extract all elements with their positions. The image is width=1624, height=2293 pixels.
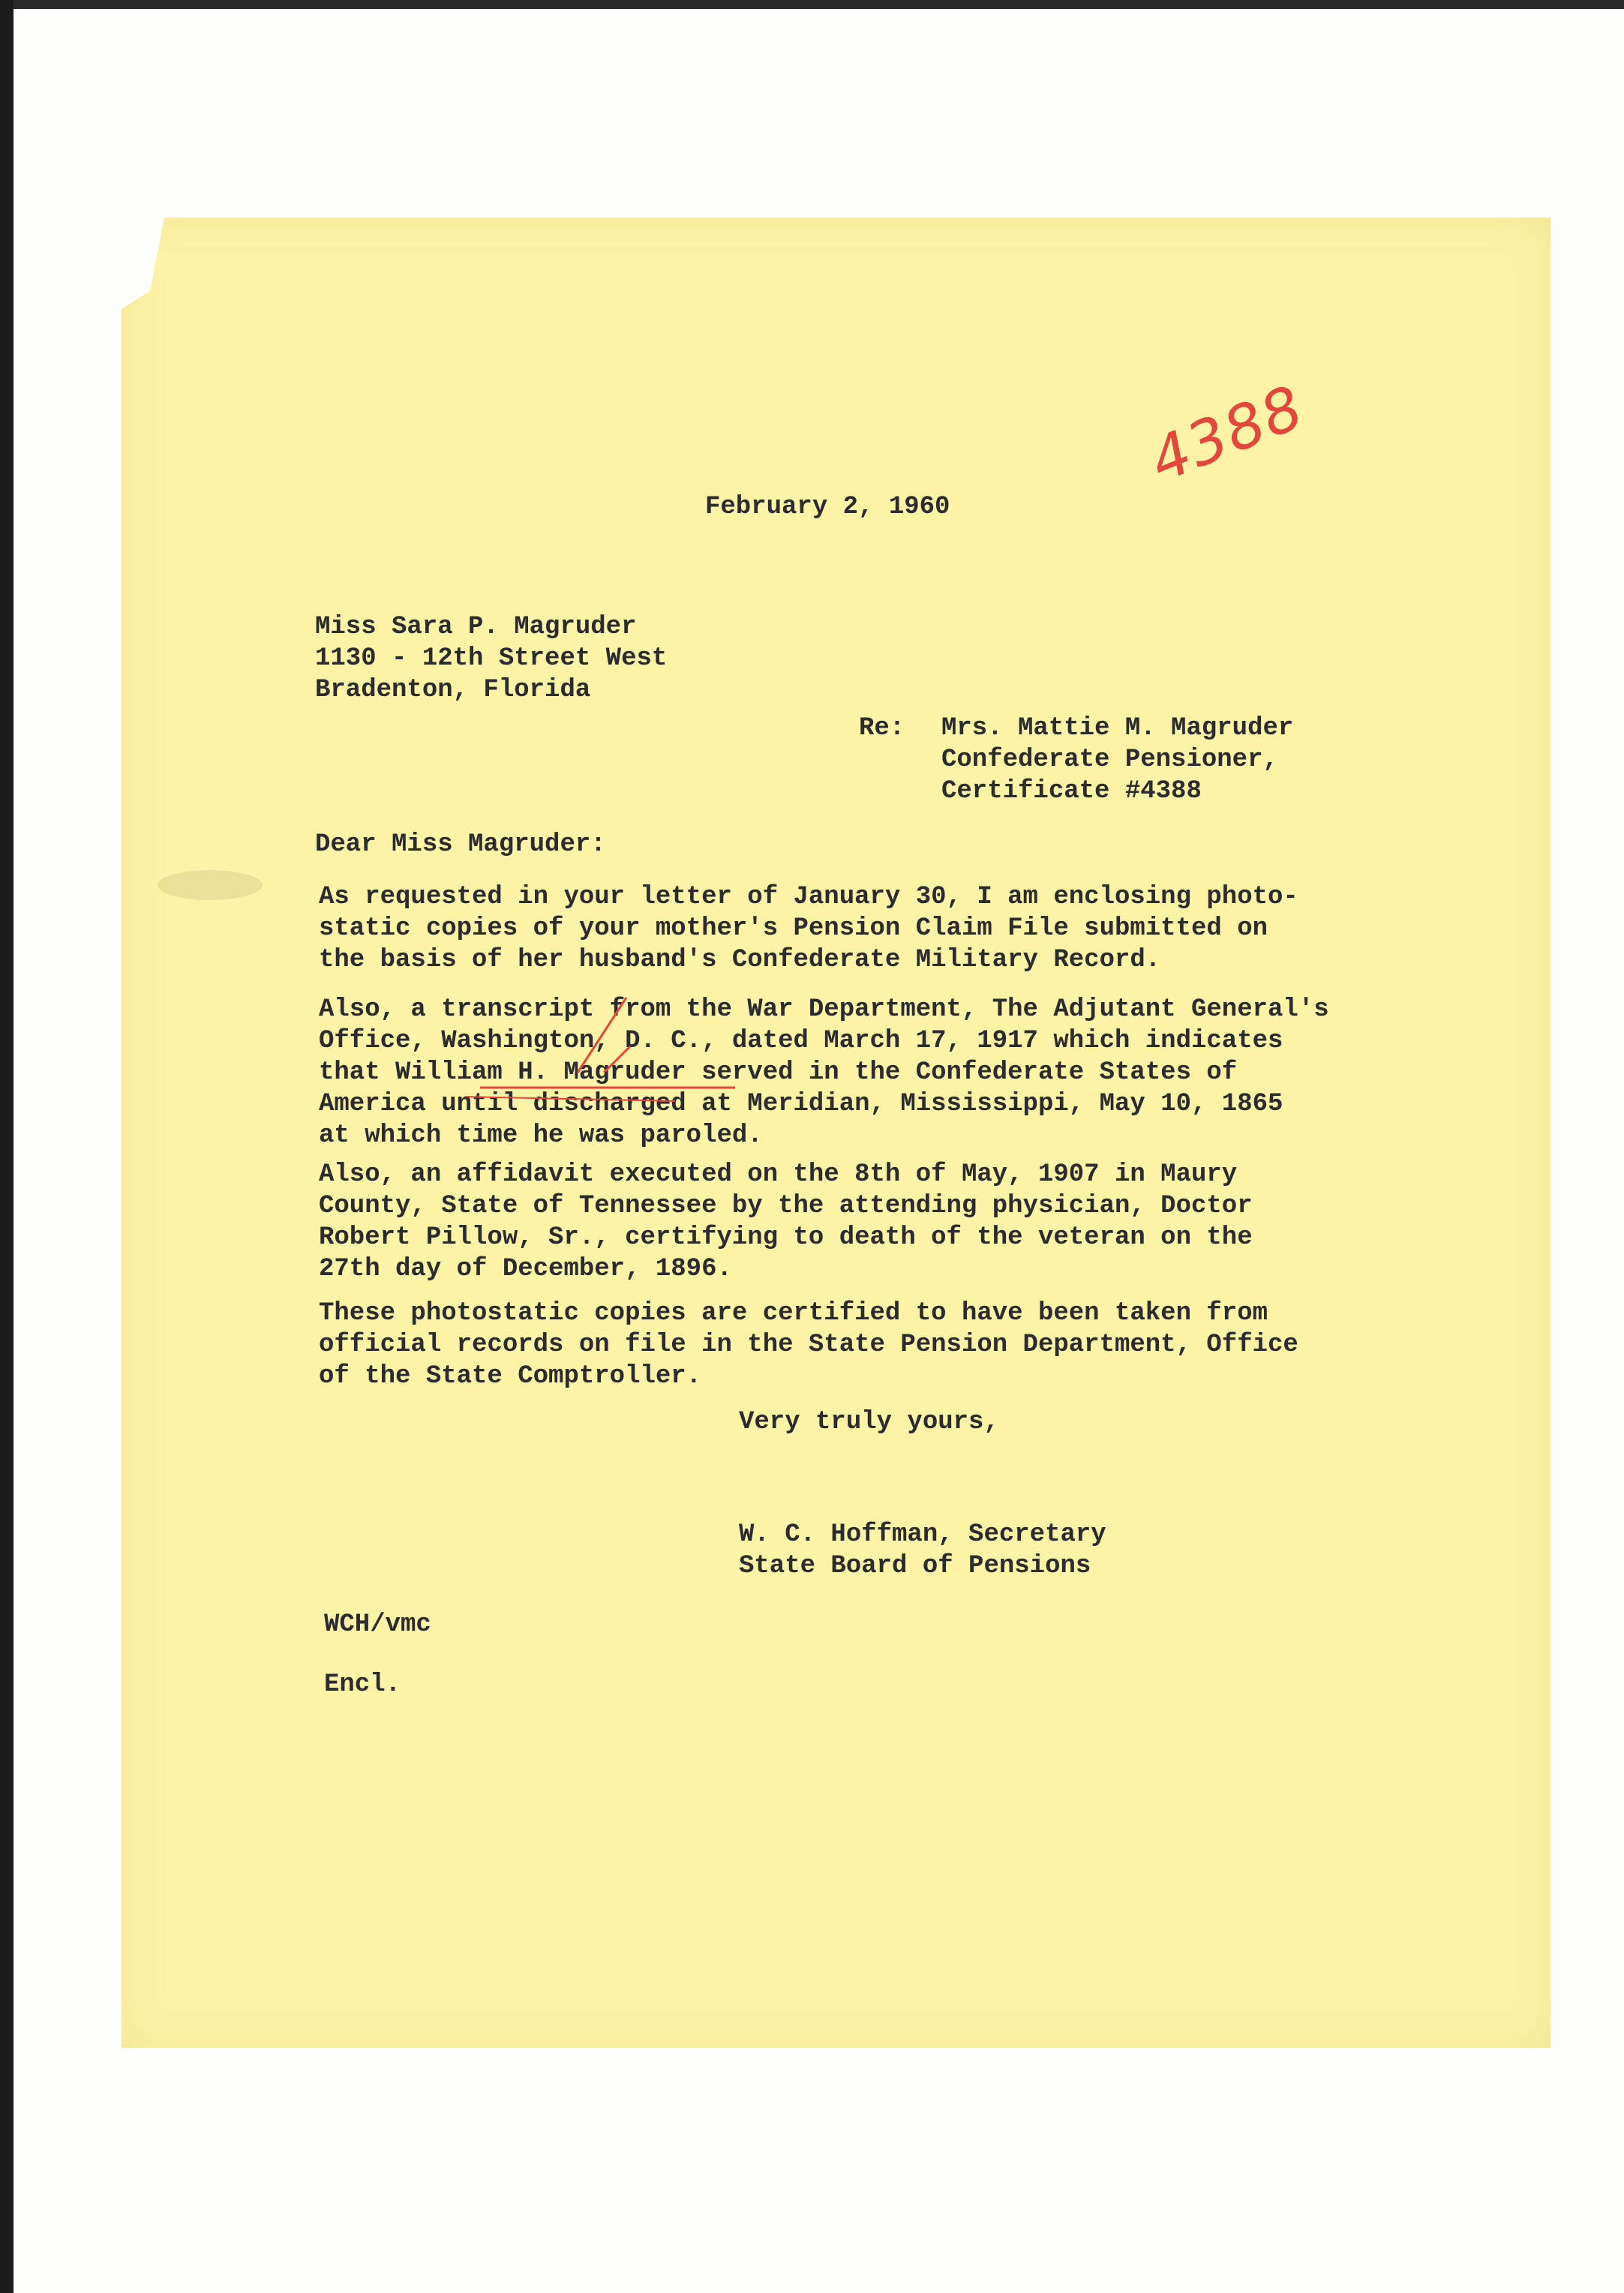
paragraph-line: of the State Comptroller. bbox=[319, 1362, 702, 1391]
paragraph-line: Office, Washington, D. C., dated March 17, 1917 which indicates bbox=[319, 1027, 1283, 1055]
re-label: Re: bbox=[859, 714, 905, 743]
re-line-3: Certificate #4388 bbox=[941, 777, 1202, 806]
signer-name: W. C. Hoffman, Secretary bbox=[739, 1520, 1106, 1549]
paragraph-3 bbox=[319, 1159, 1253, 1285]
paragraph-4 bbox=[319, 1298, 1298, 1392]
paragraph-line: at which time he was paroled. bbox=[319, 1121, 763, 1150]
letter-date: February 2, 1960 bbox=[705, 493, 950, 521]
recipient-name: Miss Sara P. Magruder bbox=[315, 613, 637, 641]
scan-border-top bbox=[0, 0, 1624, 9]
paragraph-line: official records on file in the State Pension Department, Office bbox=[319, 1331, 1298, 1359]
paper-smudge bbox=[158, 870, 263, 900]
enclosure-note: Encl. bbox=[324, 1670, 401, 1699]
paragraph-line: Also, a transcript from the War Department, The Adjutant General's bbox=[319, 995, 1329, 1024]
paragraph-line: County, State of Tennessee by the attending physician, Doctor bbox=[319, 1192, 1253, 1220]
re-line-2: Confederate Pensioner, bbox=[941, 746, 1278, 774]
closing: Very truly yours, bbox=[739, 1408, 999, 1436]
signer-office: State Board of Pensions bbox=[739, 1552, 1091, 1580]
re-line-1: Mrs. Mattie M. Magruder bbox=[941, 714, 1294, 743]
paragraph-line: Also, an affidavit executed on the 8th of May, 1907 in Maury bbox=[319, 1160, 1238, 1189]
paragraph-line: the basis of her husband's Confederate Military Record. bbox=[319, 946, 1161, 974]
paragraph-line: Robert Pillow, Sr., certifying to death of the veteran on the bbox=[319, 1223, 1253, 1252]
scan-border-left bbox=[0, 0, 14, 2293]
paragraph-line: static copies of your mother's Pension Claim File submitted on bbox=[319, 914, 1268, 943]
paragraph-line: As requested in your letter of January 30, I am enclosing photo- bbox=[319, 883, 1298, 911]
typist-initials: WCH/vmc bbox=[324, 1610, 431, 1639]
paragraph-1 bbox=[319, 881, 1298, 976]
red-pen-check-mark bbox=[450, 975, 975, 1110]
recipient-city: Bradenton, Florida bbox=[315, 676, 591, 704]
salutation: Dear Miss Magruder: bbox=[315, 830, 606, 859]
paragraph-line: These photostatic copies are certified to have been taken from bbox=[319, 1299, 1268, 1328]
recipient-address bbox=[315, 611, 667, 706]
re-subject bbox=[941, 713, 1293, 807]
handwritten-certificate-number: 4388 bbox=[1140, 371, 1314, 497]
signature-block bbox=[739, 1519, 1106, 1582]
paragraph-line: America until discharged at Meridian, Mississippi, May 10, 1865 bbox=[319, 1090, 1283, 1118]
recipient-street: 1130 - 12th Street West bbox=[315, 644, 668, 673]
paragraph-line: that William H. Magruder served in the Confederate States of bbox=[319, 1058, 1238, 1087]
paragraph-line: 27th day of December, 1896. bbox=[319, 1255, 732, 1283]
